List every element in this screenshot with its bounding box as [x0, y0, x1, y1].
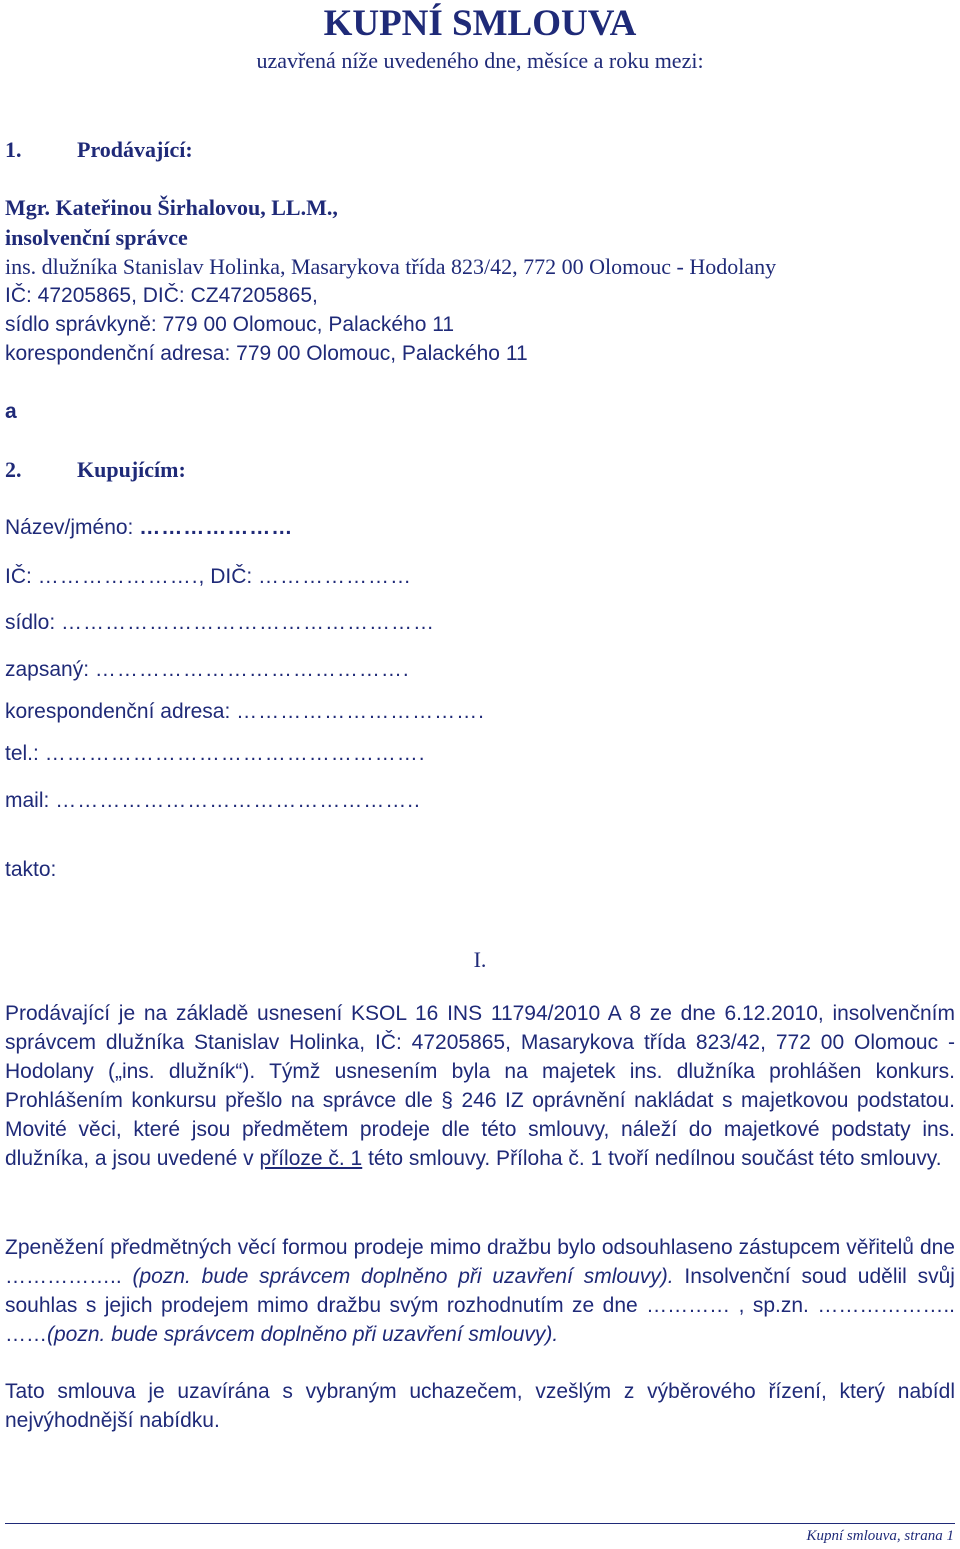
- conjunction: a: [5, 400, 17, 423]
- buyer-heading: [5, 456, 186, 484]
- buyer-mail-label: mail:: [5, 789, 50, 812]
- seller-number: 1.: [5, 137, 22, 162]
- section-paragraph-2: [5, 1233, 955, 1349]
- buyer-corr-blank: …………………………….: [236, 700, 486, 723]
- paragraph-2-note-1: (pozn. bude správcem doplněno při uzavření smlouvy).: [121, 1265, 674, 1288]
- section-paragraph-1: [5, 999, 955, 1173]
- buyer-seat-row: [5, 609, 435, 637]
- paragraph-1-text-a: Prodávající je na základě usnesení KSOL 16 INS 11794/2010 A 8 ze dne 6.12.2010, insolvenčním správcem dlužníka Stanislav Holinka, IČ: 47205865, Masarykova třída 823/42, 772 00 Olomouc - Hodolany („ins. dlužník“). Týmž usnesením byla na majetek ins. dlužníka prohlášen konkurs. Prohlášením konkursu přešlo na správce dle § 246 IZ oprávnění nakládat s majetkovou podstatou. Movité věci, které jsou předmětem prodeje dle této smlouvy, náleží do majetkové podstaty ins. dlužníka, a jsou uvedené v: [5, 1002, 955, 1170]
- buyer-ic-label: IČ:: [5, 565, 32, 588]
- annex-reference: příloze č. 1: [259, 1147, 363, 1170]
- seller-name: Mgr. Kateřinou Širhalovou, LL.M.,: [5, 195, 338, 220]
- buyer-ic-blank: ………………….: [37, 565, 199, 588]
- buyer-mail-blank: …………………………………………..: [55, 789, 421, 812]
- takto-label: takto:: [5, 858, 57, 881]
- buyer-corr-label: korespondenční adresa:: [5, 700, 231, 723]
- buyer-tel-label: tel.:: [5, 742, 39, 765]
- section-numeral: I.: [473, 947, 487, 972]
- buyer-corr-row: [5, 698, 485, 726]
- seller-ids: IČ: 47205865, DIČ: CZ47205865,: [5, 284, 318, 307]
- section-paragraph-3: Tato smlouva je uzavírána s vybraným uchazečem, vzešlým z výběrového řízení, který nabídl nejvýhodnější nabídku.: [5, 1380, 955, 1432]
- seller-role: insolvenční správce: [5, 225, 188, 250]
- seller-corr-address: korespondenční adresa: 779 00 Olomouc, Palackého 11: [5, 342, 528, 365]
- buyer-name-row: [5, 514, 293, 542]
- buyer-tel-blank: …………………………………………….: [44, 742, 426, 765]
- buyer-dic-label: , DIČ:: [198, 565, 253, 588]
- buyer-name-blank: …………………: [139, 516, 294, 539]
- buyer-registered-row: [5, 656, 410, 684]
- buyer-tel-row: [5, 740, 426, 768]
- paragraph-2-note-2: (pozn. bude správcem doplněno při uzavření smlouvy).: [47, 1323, 559, 1346]
- footer-rule: [5, 1523, 955, 1524]
- seller-seat: sídlo správkyně: 779 00 Olomouc, Palackého 11: [5, 313, 455, 336]
- document-subtitle: uzavřená níže uvedeného dne, měsíce a roku mezi:: [256, 48, 704, 73]
- buyer-dic-blank: …………………: [258, 565, 413, 588]
- buyer-seat-blank: ……………………………………………: [61, 611, 436, 634]
- buyer-number: 2.: [5, 457, 22, 482]
- buyer-ids-row: [5, 563, 412, 591]
- paragraph-2-text-a: Zpeněžení předmětných věcí formou prodeje mimo dražbu bylo odsouhlaseno zástupcem věřitelů dne ……………..: [5, 1236, 955, 1288]
- page-footer: Kupní smlouva, strana 1: [806, 1528, 954, 1544]
- seller-debtor: ins. dlužníka Stanislav Holinka, Masarykova třída 823/42, 772 00 Olomouc - Hodolany: [5, 254, 777, 279]
- buyer-mail-row: [5, 787, 421, 815]
- paragraph-2-text-b: Insolvenční soud udělil svůj souhlas s jejich prodejem mimo dražbu svým rozhodnutím ze dne ………… , sp.zn. ……………….. ……: [5, 1265, 955, 1346]
- document-title: KUPNÍ SMLOUVA: [323, 3, 637, 44]
- seller-heading-label: Prodávající:: [77, 137, 193, 162]
- buyer-registered-label: zapsaný:: [5, 658, 90, 681]
- seller-heading: [5, 136, 193, 164]
- paragraph-1-text-b: této smlouvy. Příloha č. 1 tvoří nedílnou součást této smlouvy.: [362, 1147, 942, 1170]
- buyer-seat-label: sídlo:: [5, 611, 56, 634]
- buyer-name-label: Název/jméno:: [5, 516, 134, 539]
- buyer-heading-label: Kupujícím:: [77, 457, 186, 482]
- buyer-registered-blank: …………………………………….: [94, 658, 410, 681]
